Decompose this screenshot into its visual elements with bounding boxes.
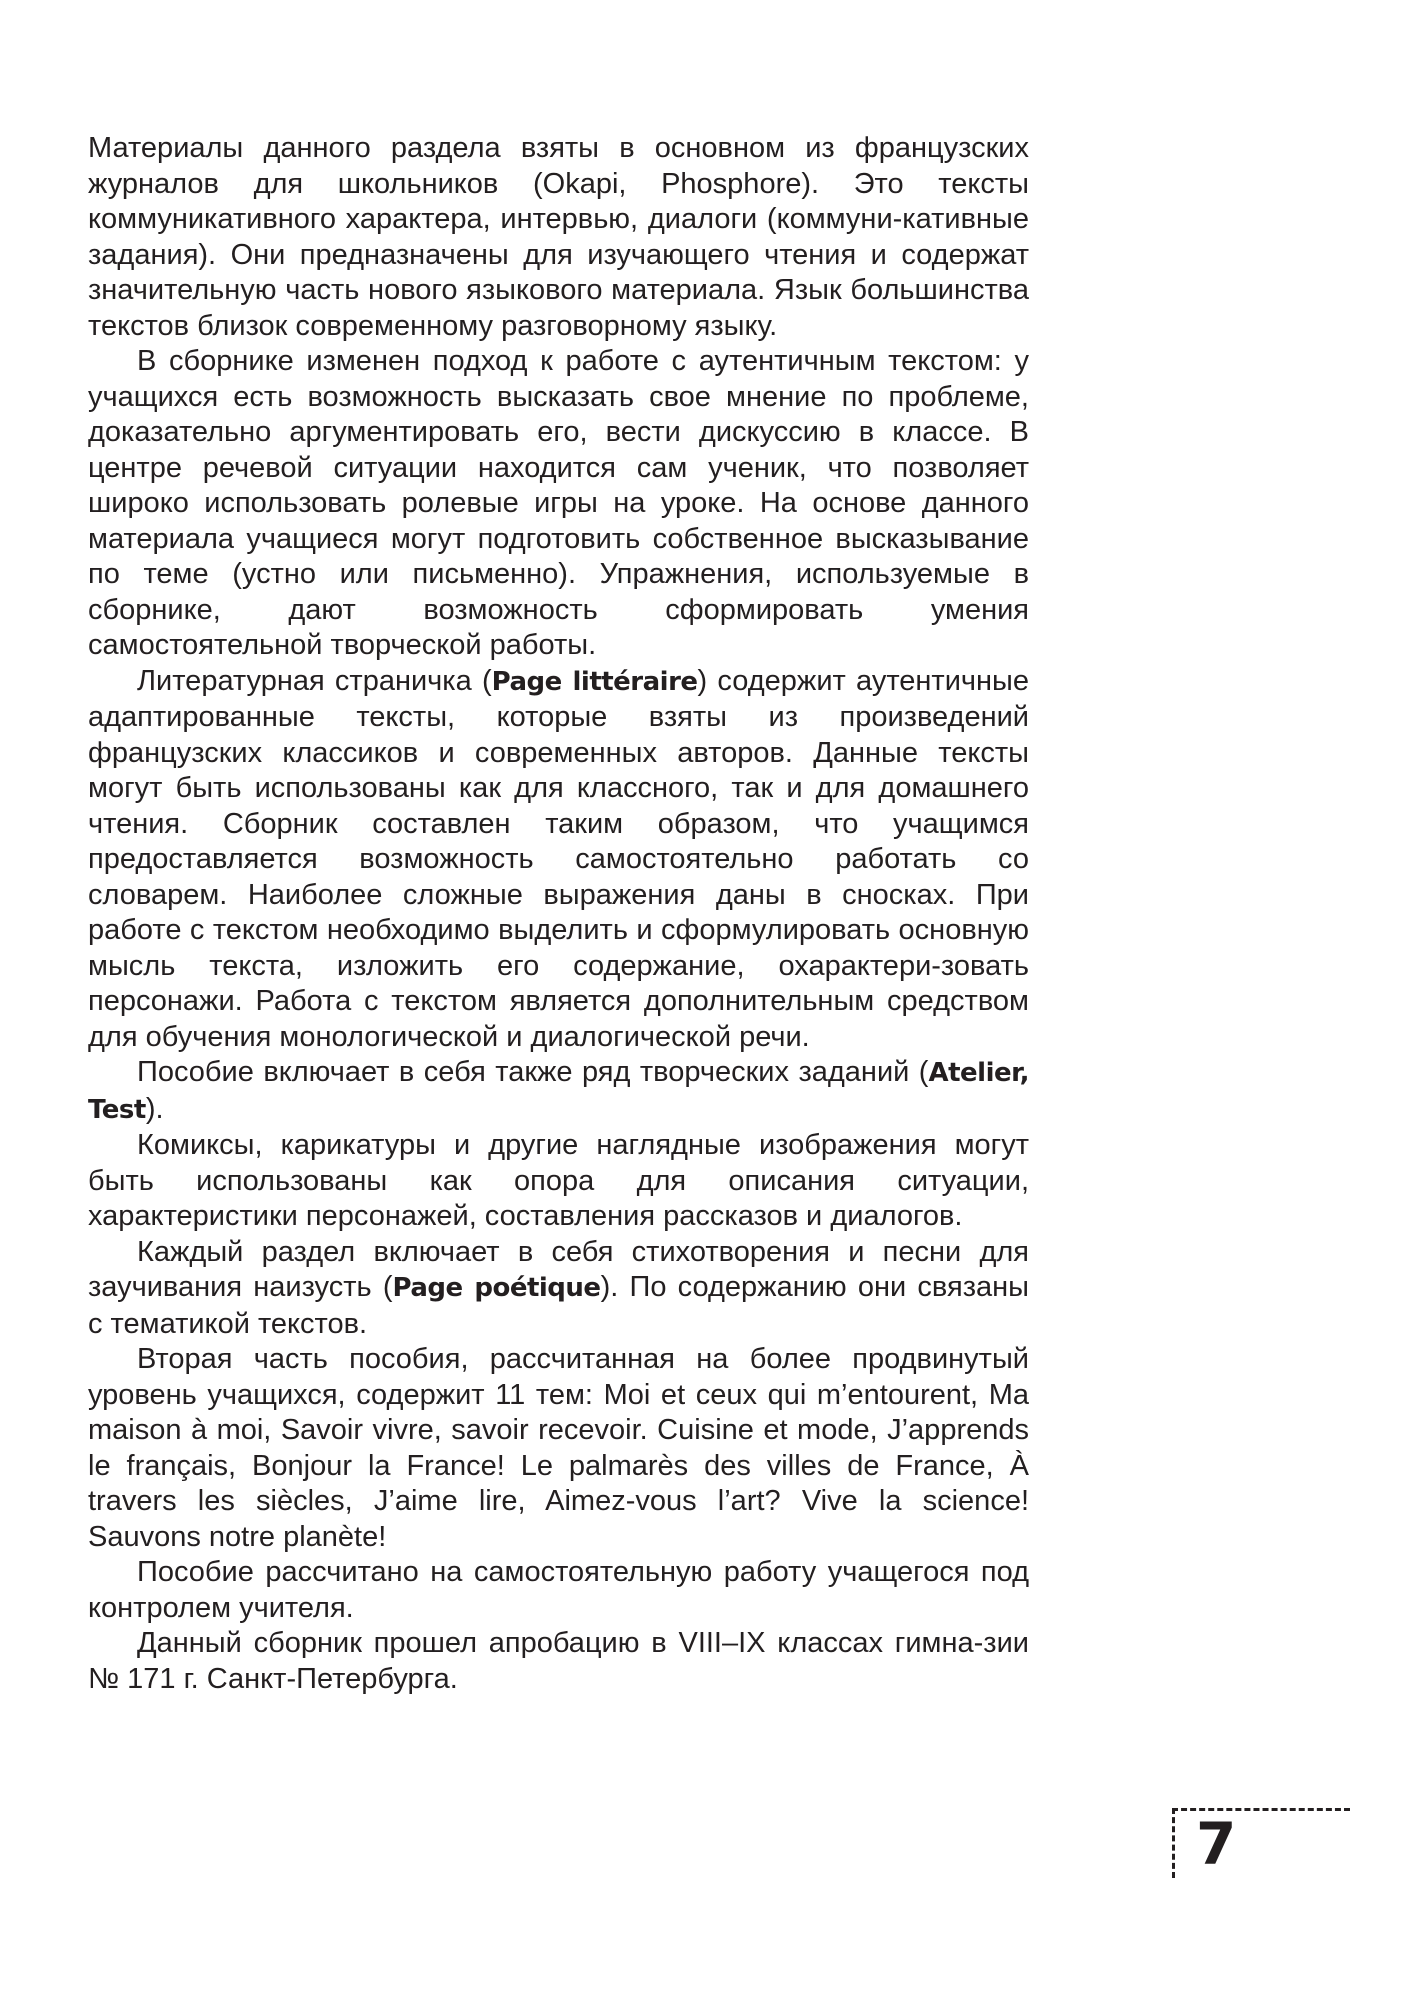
body-text xyxy=(88,131,1029,1697)
paragraph-poems xyxy=(88,1235,1029,1343)
paragraph-comics: Комиксы, карикатуры и другие наглядные изображения могут быть использованы как опора для описания ситуации, характеристики персонажей, составления рассказов и диалогов. xyxy=(88,1129,1029,1232)
paragraph-creative-tasks xyxy=(88,1055,1029,1128)
paragraph-self-study: Пособие рассчитано на самостоятельную работу учащегося под контролем учителя. xyxy=(88,1556,1029,1624)
page-number-frame xyxy=(1172,1808,1350,1878)
page-litteraire-term: Page littéraire xyxy=(491,666,698,697)
paragraph-approach: В сборнике изменен подход к работе с аутентичным текстом: у учащихся есть возможность высказать свое мнение по проблеме, доказательно аргументировать его, вести дискуссию в классе. В центре речевой ситуации находится сам ученик, что позволяет широко использовать ролевые игры на уроке. На основе данного материала учащиеся могут подготовить собственное высказывание по теме (устно или письменно). Упражнения, используемые в сборнике, дают возможность сформировать умения самостоятельной творческой работы. xyxy=(88,345,1029,661)
paragraph-literary-page-rest: ) содержит аутентичные адаптированные тексты, которые взяты из произведений французских классиков и современных авторов. Данные тексты могут быть использованы как для классного, так и для домашнего чтения. Сборник составлен таким образом, что учащимся предоставляется возможность самостоятельно работать со словарем. Наиболее сложные выражения даны в сносках. При работе с текстом необходимо выделить и сформулировать основную мысль текста, изложить его содержание, охарактери-зовать персонажи. Работа с текстом является дополнительным средством для обучения монологической и диалогической речи. xyxy=(88,664,1030,1053)
paragraph-poems-lead: Каждый раздел включает в себя стихотворения и песни для заучивания наизусть ( xyxy=(88,1235,1029,1303)
paragraph-approbation: Данный сборник прошел апробацию в VIII–IX классах гимна-зии № 171 г. Санкт-Петербурга. xyxy=(88,1627,1029,1695)
dashed-left-rule xyxy=(1172,1808,1175,1878)
page-number: 7 xyxy=(1196,1810,1237,1878)
paragraph-creative-tasks-rest: ). xyxy=(145,1092,164,1125)
paragraph-poems-rest: ). По содержанию они связаны с тематикой текстов. xyxy=(88,1271,1029,1340)
paragraph-creative-tasks-lead: Пособие включает в себя также ряд творческих заданий ( xyxy=(137,1056,929,1088)
paragraph-intro: Материалы данного раздела взяты в основном из французских журналов для школьников (Okapi, Phosphore). Это тексты коммуникативного характера, интервью, диалоги (коммуни-кативные задания). Они предназначены для изучающего чтения и содержат значительную часть нового языкового материала. Язык большинства текстов близок современному разговорному языку. xyxy=(88,132,1029,342)
paragraph-literary-page xyxy=(88,664,1029,1056)
atelier-test-term: Atelier, Test xyxy=(88,1058,1029,1125)
paragraph-literary-page-lead: Литературная страничка ( xyxy=(137,664,492,697)
page-poetique-term: Page poétique xyxy=(392,1273,601,1303)
paragraph-second-part: Вторая часть пособия, рассчитанная на более продвинутый уровень учащихся, содержит 11 тем: Moi et ceux qui m’entourent, Ma maison à moi, Savoir vivre, savoir recevoir. Cuisine et mode, J’apprends le français, Bonjour la France! Le palmarès des villes de France, À travers les siècles, J’aime lire, Aimez-vous l’art? Vive la science! Sauvons notre planète! xyxy=(88,1343,1029,1553)
